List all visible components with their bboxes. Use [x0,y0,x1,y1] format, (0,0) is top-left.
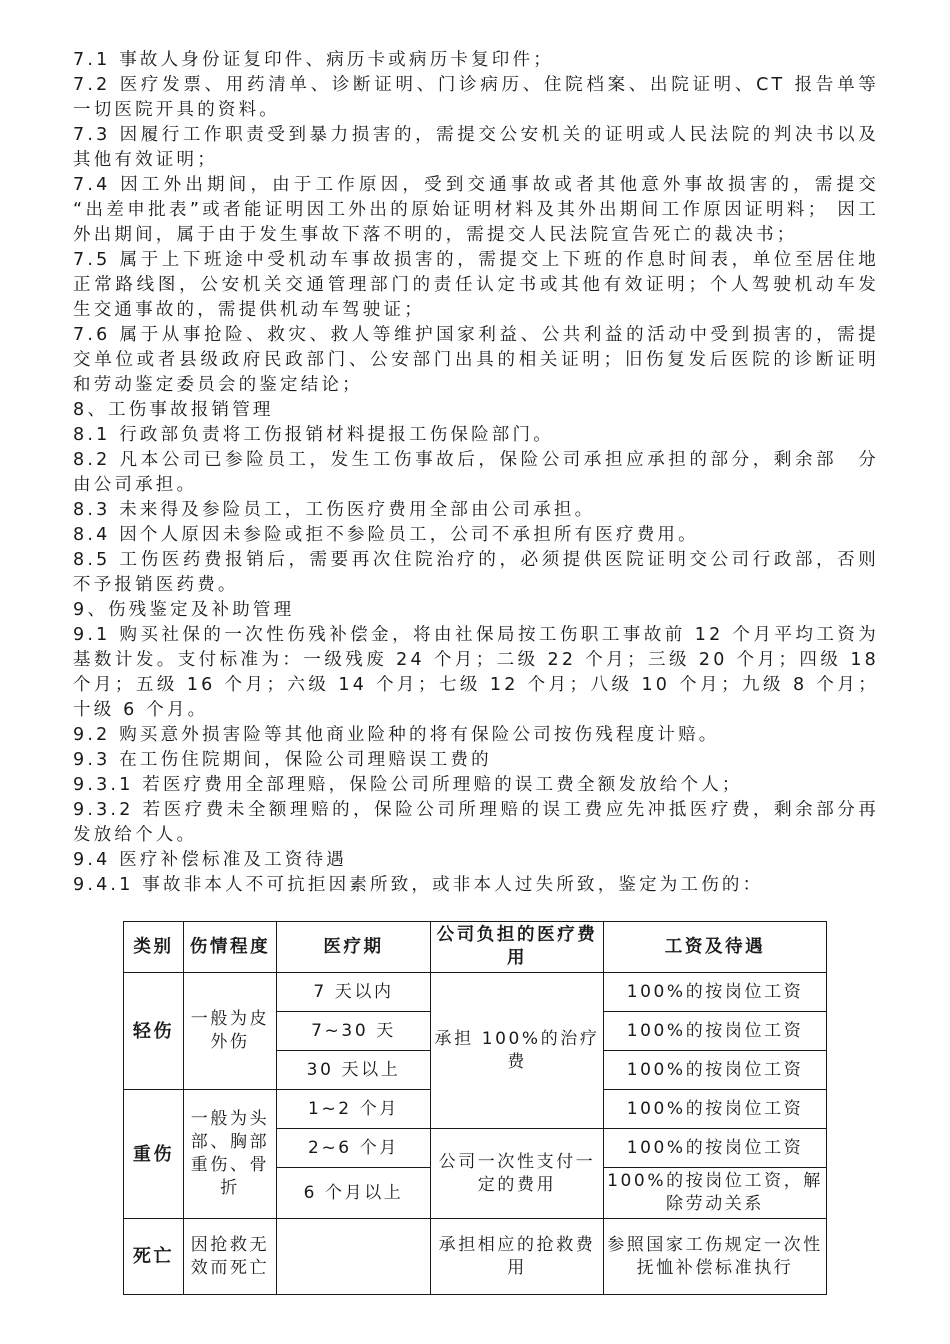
death-wage: 参照国家工伤规定一次性抚恤补偿标准执行 [604,1219,827,1295]
header-treatment-period: 医疗期 [277,922,431,973]
clause-7-1: 7.1 事故人身份证复印件、病历卡或病历卡复印件； [73,50,554,70]
table-header-row [124,922,827,973]
table-row [124,1219,827,1295]
clause-8-1: 8.1 行政部负责将工伤报销材料提报工伤保险部门。 [73,425,554,445]
light-wage-3: 100%的按岗位工资 [604,1051,827,1090]
death-company-cost: 承担相应的抢救费用 [431,1219,604,1295]
light-period-1: 7 天以内 [277,973,431,1012]
compensation-table [123,921,827,1295]
clause-8-2: 8.2 凡本公司已参险员工，发生工伤事故后，保险公司承担应承担的部分，剩余部 分由公司承担。 [73,450,879,495]
severe-company-cost: 公司一次性支付一定的费用 [431,1129,604,1219]
light-injury-degree: 一般为皮外伤 [184,973,277,1090]
clause-7-6: 7.6 属于从事抢险、救灾、救人等维护国家利益、公共利益的活动中受到损害的，需提交单位或者县级政府民政部门、公安部门出具的相关证明；旧伤复发后医院的诊断证明和劳动鉴定委员会的鉴定结论； [73,325,879,395]
severe-period-1: 1~2 个月 [277,1090,431,1129]
header-company-cost: 公司负担的医疗费用 [431,922,604,973]
section-9-heading: 9、伤残鉴定及补助管理 [73,600,295,620]
clause-8-4: 8.4 因个人原因未参险或拒不参险员工，公司不承担所有医疗费用。 [73,525,699,545]
light-period-3: 30 天以上 [277,1051,431,1090]
severe-wage-3: 100%的按岗位工资，解除劳动关系 [604,1168,827,1219]
header-wages: 工资及待遇 [604,922,827,973]
death-period [277,1219,431,1295]
light-injury-category: 轻伤 [124,973,184,1090]
severe-wage-1: 100%的按岗位工资 [604,1090,827,1129]
clause-7-2: 7.2 医疗发票、用药清单、诊断证明、门诊病历、住院档案、出院证明、CT 报告单等一切医院开具的资料。 [73,75,880,120]
death-category: 死亡 [124,1219,184,1295]
severe-injury-category: 重伤 [124,1090,184,1219]
header-injury-degree: 伤情程度 [184,922,277,973]
clause-7-4: 7.4 因工外出期间，由于工作原因，受到交通事故或者其他意外事故损害的，需提交 “出差申批表”或者能证明因工外出的原始证明材料及其外出期间工作原因证明料； 因工外出期间，属于由于发生事故下落不明的，需提交人民法院宣告死亡的裁决书； [73,175,879,245]
clause-9-2: 9.2 购买意外损害险等其他商业险种的将有保险公司按伤残程度计赔。 [73,725,720,745]
clause-9-3: 9.3 在工伤住院期间，保险公司理赔误工费的 [73,750,492,770]
clause-8-5: 8.5 工伤医药费报销后，需要再次住院治疗的，必须提供医院证明交公司行政部，否则不予报销医药费。 [73,550,879,595]
document-body [73,48,879,898]
severe-injury-degree: 一般为头部、胸部重伤、骨折 [184,1090,277,1219]
clause-8-3: 8.3 未来得及参险员工，工伤医疗费用全部由公司承担。 [73,500,596,520]
light-company-cost: 承担 100%的治疗费 [431,973,604,1129]
severe-wage-2: 100%的按岗位工资 [604,1129,827,1168]
death-injury-degree: 因抢救无效而死亡 [184,1219,277,1295]
clause-9-4: 9.4 医疗补偿标准及工资待遇 [73,850,347,870]
clause-9-3-2: 9.3.2 若医疗费未全额理赔的，保险公司所理赔的误工费应先冲抵医疗费，剩余部分再发放给个人。 [73,800,879,845]
header-category: 类别 [124,922,184,973]
clause-7-3: 7.3 因履行工作职责受到暴力损害的，需提交公安机关的证明或人民法院的判决书以及其他有效证明； [73,125,879,170]
compensation-table-wrapper [123,921,826,1295]
table-row [124,973,827,1012]
clause-9-1: 9.1 购买社保的一次性伤残补偿金，将由社保局按工伤职工事故前 12 个月平均工资为基数计发。支付标准为：一级残废 24 个月；二级 22 个月；三级 20 个月；四级 18 个月；五级 16 个月；六级 14 个月；七级 12 个月；八级 10 个月；九级 8 个月；十级 6 个月。 [73,625,879,720]
section-8-heading: 8、工伤事故报销管理 [73,400,274,420]
light-wage-2: 100%的按岗位工资 [604,1012,827,1051]
light-wage-1: 100%的按岗位工资 [604,973,827,1012]
severe-period-2: 2~6 个月 [277,1129,431,1168]
severe-period-3: 6 个月以上 [277,1168,431,1219]
clause-7-5: 7.5 属于上下班途中受机动车事故损害的，需提交上下班的作息时间表，单位至居住地正常路线图，公安机关交通管理部门的责任认定书或其他有效证明；个人驾驶机动车发生交通事故的，需提供机动车驾驶证； [73,250,879,320]
clause-9-3-1: 9.3.1 若医疗费用全部理赔，保险公司所理赔的误工费全额发放给个人； [73,775,743,795]
clause-9-4-1: 9.4.1 事故非本人不可抗拒因素所致，或非本人过失所致，鉴定为工伤的： [73,875,764,895]
light-period-2: 7~30 天 [277,1012,431,1051]
